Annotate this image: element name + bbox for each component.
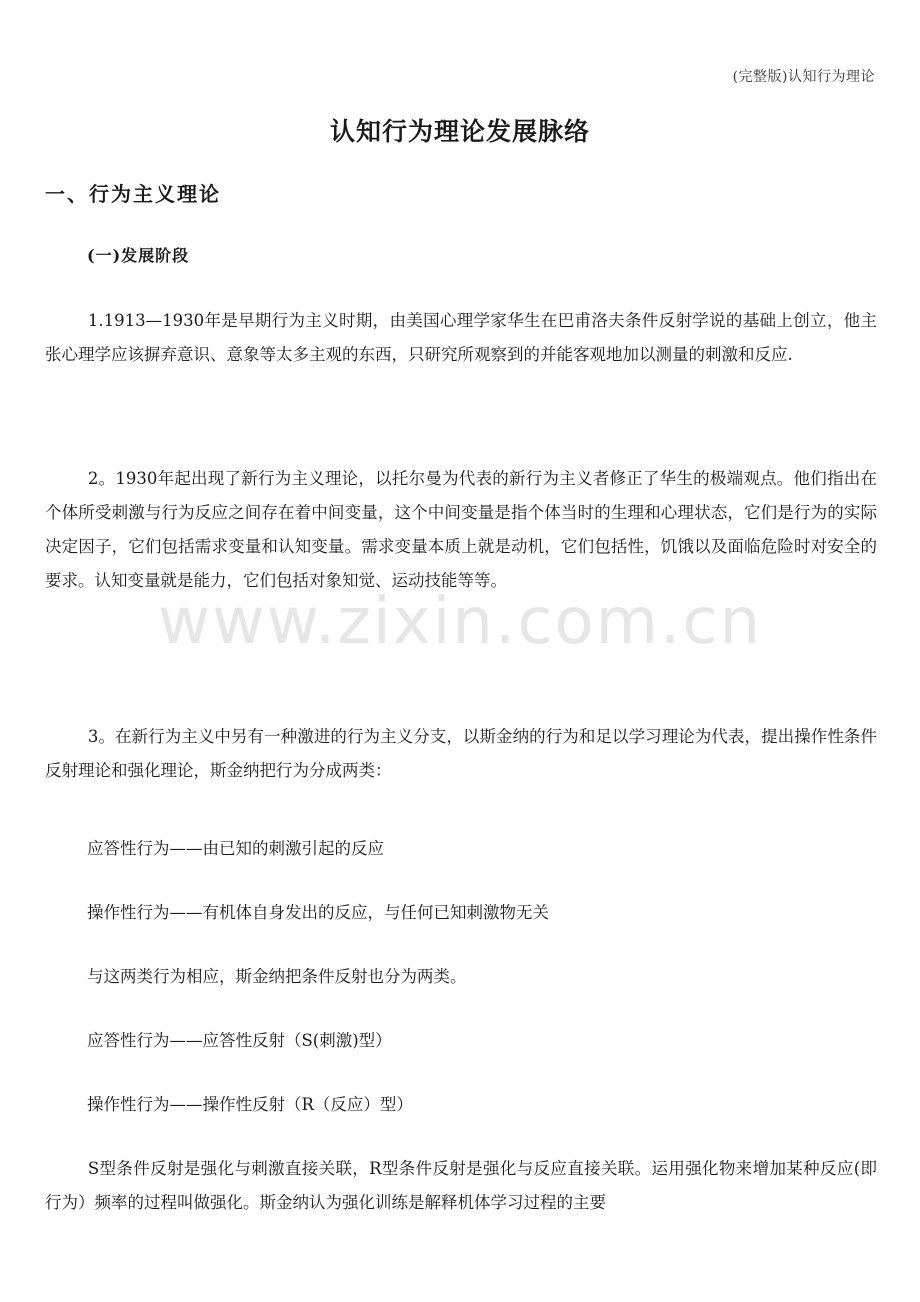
subsection-heading: (一)发展阶段 xyxy=(87,246,190,265)
paragraph-2: 2。1930年起出现了新行为主义理论，以托尔曼为代表的新行为主义者修正了华生的极端观点。他们指出在个体所受刺激与行为反应之间存在着中间变量，这个中间变量是指个体当时的生理和心理状态，它们是行为的实际决定因子，它们包括需求变量和认知变量。需求变量本质上就是动机，它们包括性，饥饿以及面临危险时对安全的要求。认知变量就是能力，它们包括对象知觉、运动技能等等。 xyxy=(45,469,877,590)
section-heading: 一、行为主义理论 xyxy=(45,182,221,206)
watermark: www.zixin.com.cn xyxy=(157,585,763,659)
paragraph-1: 1.1913—1930年是早期行为主义时期，由美国心理学家华生在巴甫洛夫条件反射学说的基础上创立，他主张心理学应该摒弃意识、意象等太多主观的东西，只研究所观察到的并能客观地加以测量的刺激和反应. xyxy=(45,311,877,364)
list-line-4: 应答性行为——应答性反射（S(刺激)型） xyxy=(87,1031,392,1050)
paragraph-4: S型条件反射是强化与刺激直接关联，R型条件反射是强化与反应直接关联。运用强化物来增加某种反应(即行为）频率的过程叫做强化。斯金纳认为强化训练是解释机体学习过程的主要 xyxy=(45,1159,877,1212)
list-line-2: 操作性行为——有机体自身发出的反应，与任何已知刺激物无关 xyxy=(87,903,549,922)
document-title: 认知行为理论发展脉络 xyxy=(329,117,590,146)
list-line-5: 操作性行为——操作性反射（R（反应）型） xyxy=(87,1095,413,1114)
running-header: (完整版)认知行为理论 xyxy=(732,69,875,85)
paragraph-3: 3。在新行为主义中另有一种激进的行为主义分支，以斯金纳的行为和足以学习理论为代表，提出操作性条件反射理论和强化理论，斯金纳把行为分成两类： xyxy=(45,727,877,780)
list-line-1: 应答性行为——由已知的刺激引起的反应 xyxy=(87,839,384,858)
list-line-3: 与这两类行为相应，斯金纳把条件反射也分为两类。 xyxy=(87,967,467,986)
